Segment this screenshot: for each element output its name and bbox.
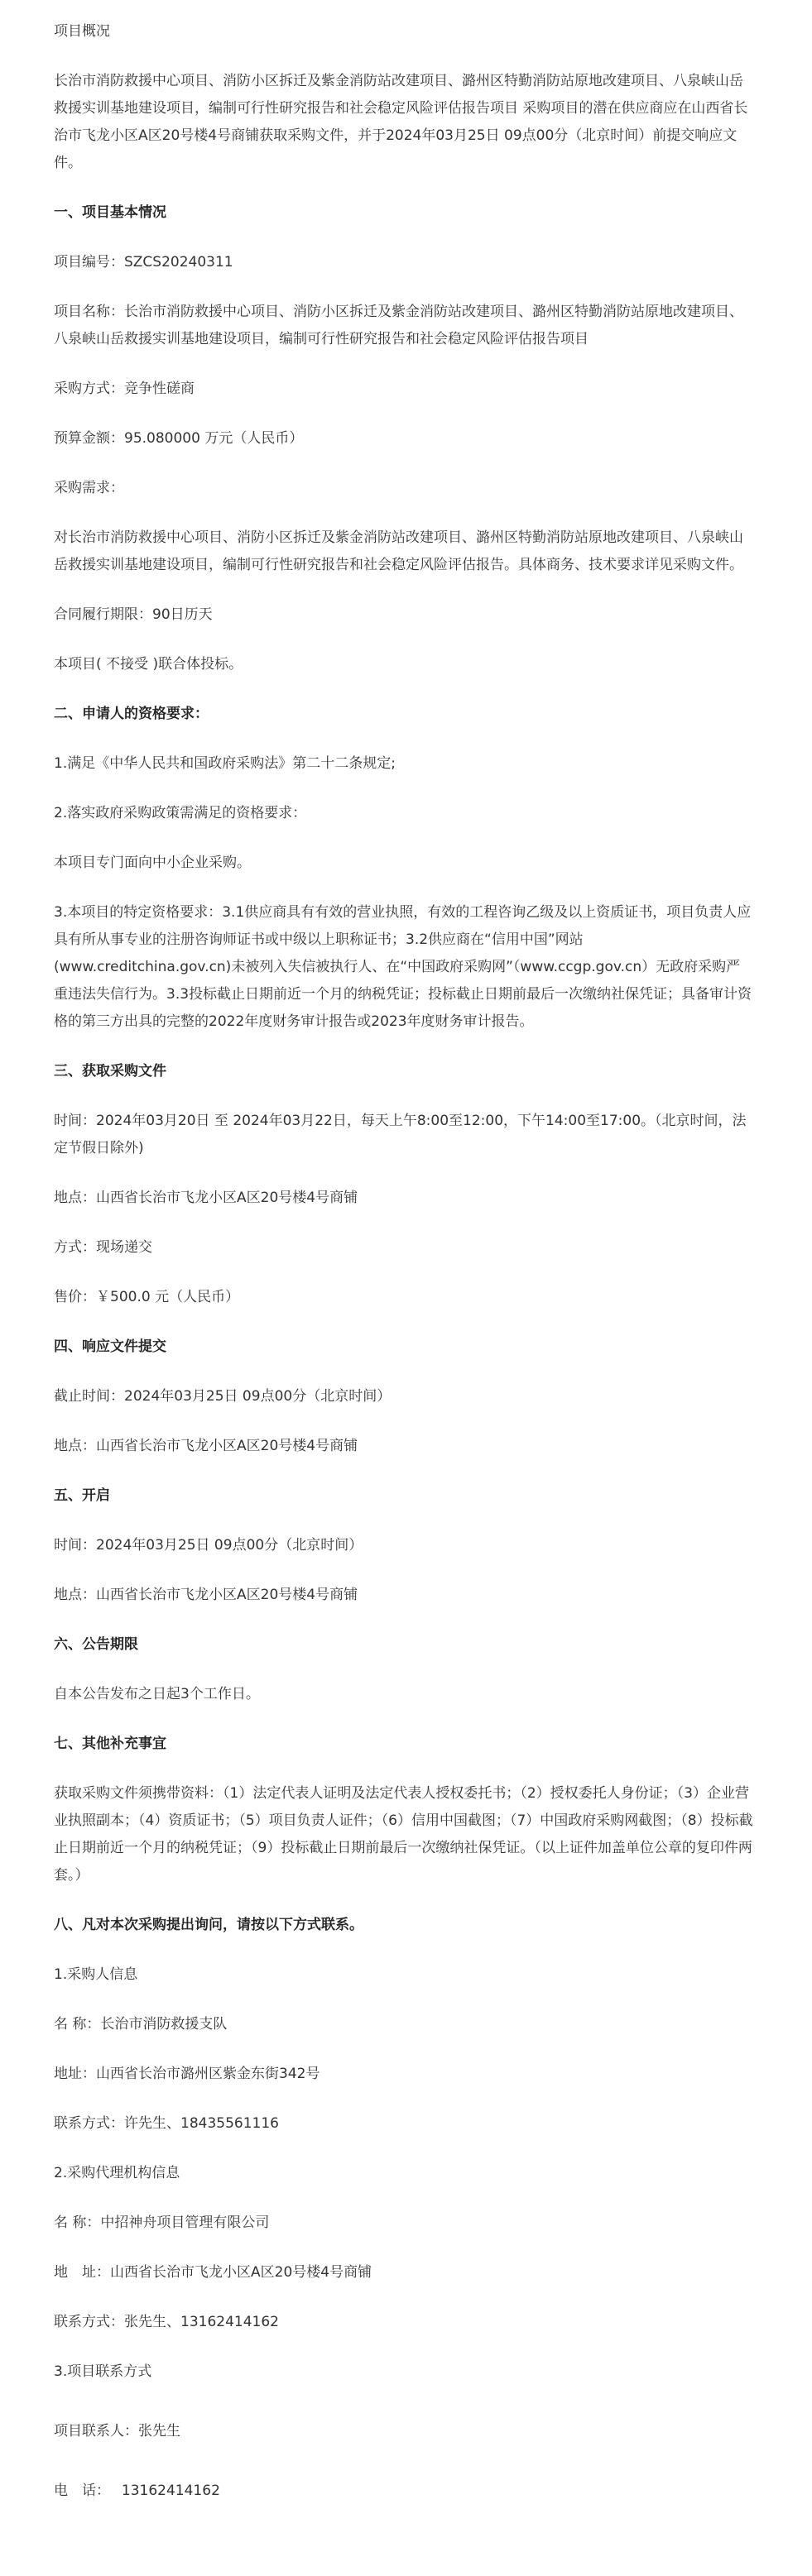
- submission-place: 地点：山西省长治市飞龙小区A区20号楼4号商铺: [54, 1438, 358, 1454]
- supplementary-matters: 获取采购文件须携带资料：（1）法定代表人证明及法定代表人授权委托书；（2）授权委托人身份证；（3）企业营业执照副本；（4）资质证书；（5）项目负责人证件；（6）信用中国截图；（7）中国政府采购网截图；（8）投标截止日期前近一个月的纳税凭证；（9）投标截止日期前最后一次缴纳社保凭证。（以上证件加盖单位公章的复印件两套。）: [54, 1785, 753, 1884]
- project-contact-person: 项目联系人：张先生: [54, 2423, 180, 2440]
- section-4-title-text: 四、响应文件提交: [54, 1338, 166, 1355]
- section-1-title-text: 一、项目基本情况: [54, 204, 166, 221]
- obtain-place: 地点：山西省长治市飞龙小区A区20号楼4号商铺: [54, 1190, 358, 1206]
- obtain-time: 时间：2024年03月20日 至 2024年03月22日，每天上午8:00至12:00，下午14:00至17:00。（北京时间，法定节假日除外): [54, 1113, 747, 1156]
- purchaser-address: 地址：山西省长治市潞州区紫金东街342号: [54, 2066, 320, 2082]
- document-price: 售价：￥500.0 元（人民币）: [54, 1289, 240, 1305]
- section-4-title: [54, 1333, 754, 1361]
- section-2-title: [54, 701, 754, 728]
- purchaser-name: 名 称：长治市消防救援支队: [54, 2016, 228, 2033]
- agency-contact: 联系方式：张先生、13162414162: [54, 2314, 279, 2330]
- section-7-title-text: 七、其他补充事宜: [54, 1736, 166, 1752]
- overview-text: 长治市消防救援中心项目、消防小区拆迁及紫金消防站改建项目、潞州区特勤消防站原地改建项目、八泉峡山岳救援实训基地建设项目，编制可行性研究报告和社会稳定风险评估报告项目 采购项目的潜在供应商应在山西省长治市飞龙小区A区20号楼4号商铺获取采购文件，并于2024年03月25日 09点00分（北京时间）前提交响应文件。: [54, 73, 748, 171]
- section-5-title-text: 五、开启: [54, 1487, 110, 1504]
- agency-address: 地 址：山西省长治市飞龙小区A区20号楼4号商铺: [54, 2264, 372, 2281]
- consortium-note: 本项目( 不接受 )联合体投标。: [54, 656, 243, 673]
- section-3-title-text: 三、获取采购文件: [54, 1063, 166, 1080]
- agency-name: 名 称：中招神舟项目管理有限公司: [54, 2214, 270, 2231]
- section-3-title: [54, 1058, 754, 1085]
- announcement-period: 自本公告发布之日起3个工作日。: [54, 1686, 260, 1702]
- section-5-title: [54, 1482, 754, 1510]
- section-2-title-text: 二、申请人的资格要求：: [54, 706, 209, 722]
- requirement-1: 1.满足《中华人民共和国政府采购法》第二十二条规定;: [54, 755, 396, 772]
- section-8-title-text: 八、凡对本次采购提出询问，请按以下方式联系。: [54, 1917, 363, 1933]
- overview-heading: 项目概况: [54, 23, 110, 40]
- section-6-title: [54, 1631, 754, 1659]
- requirement-2: 2.落实政府采购政策需满足的资格要求：: [54, 805, 307, 821]
- project-contact-heading: 3.项目联系方式: [54, 2363, 152, 2380]
- requirement-2-detail: 本项目专门面向中小企业采购。: [54, 855, 251, 871]
- demand-text: 对长治市消防救援中心项目、消防小区拆迁及紫金消防站改建项目、潞州区特勤消防站原地改建项目、八泉峡山岳救援实训基地建设项目，编制可行性研究报告和社会稳定风险评估报告。具体商务、技术要求详见采购文件。: [54, 529, 743, 573]
- obtain-method: 方式：现场递交: [54, 1239, 152, 1256]
- agency-heading: 2.采购代理机构信息: [54, 2165, 180, 2181]
- contract-term: 合同履行期限：90日历天: [54, 606, 213, 623]
- purchaser-contact: 联系方式：许先生、18435561116: [54, 2115, 279, 2132]
- purchaser-heading: 1.采购人信息: [54, 1966, 138, 1983]
- procurement-method: 采购方式：竞争性磋商: [54, 381, 195, 397]
- opening-time: 时间：2024年03月25日 09点00分（北京时间）: [54, 1537, 363, 1554]
- section-8-title: [54, 1912, 754, 1939]
- demand-label: 采购需求：: [54, 480, 124, 496]
- requirement-3: 3.本项目的特定资格要求：3.1供应商具有有效的营业执照，有效的工程咨询乙级及以上资质证书，项目负责人应具有所从事专业的注册咨询师证书或中级以上职称证书；3.2供应商在“信用中国”网站(www.creditchina.gov.cn)未被列入失信被执行人、在“中国政府采购网”（www.ccgp.gov.cn）无政府采购严重违法失信行为。3.3投标截止日期前近一个月的纳税凭证；投标截止日期前最后一次缴纳社保凭证；具备审计资格的第三方出具的完整的2022年度财务审计报告或2023年度财务审计报告。: [54, 904, 752, 1030]
- project-name: 项目名称：长治市消防救援中心项目、消防小区拆迁及紫金消防站改建项目、潞州区特勤消防站原地改建项目、八泉峡山岳救援实训基地建设项目，编制可行性研究报告和社会稳定风险评估报告项目: [54, 304, 743, 347]
- opening-place: 地点：山西省长治市飞龙小区A区20号楼4号商铺: [54, 1587, 358, 1603]
- project-number: 项目编号：SZCS20240311: [54, 254, 233, 271]
- project-phone: 电 话： 13162414162: [54, 2483, 220, 2499]
- section-7-title: [54, 1731, 754, 1758]
- section-1-title: [54, 199, 754, 227]
- submission-deadline: 截止时间：2024年03月25日 09点00分（北京时间）: [54, 1388, 392, 1405]
- section-6-title-text: 六、公告期限: [54, 1636, 138, 1653]
- budget-amount: 预算金额：95.080000 万元（人民币）: [54, 430, 304, 447]
